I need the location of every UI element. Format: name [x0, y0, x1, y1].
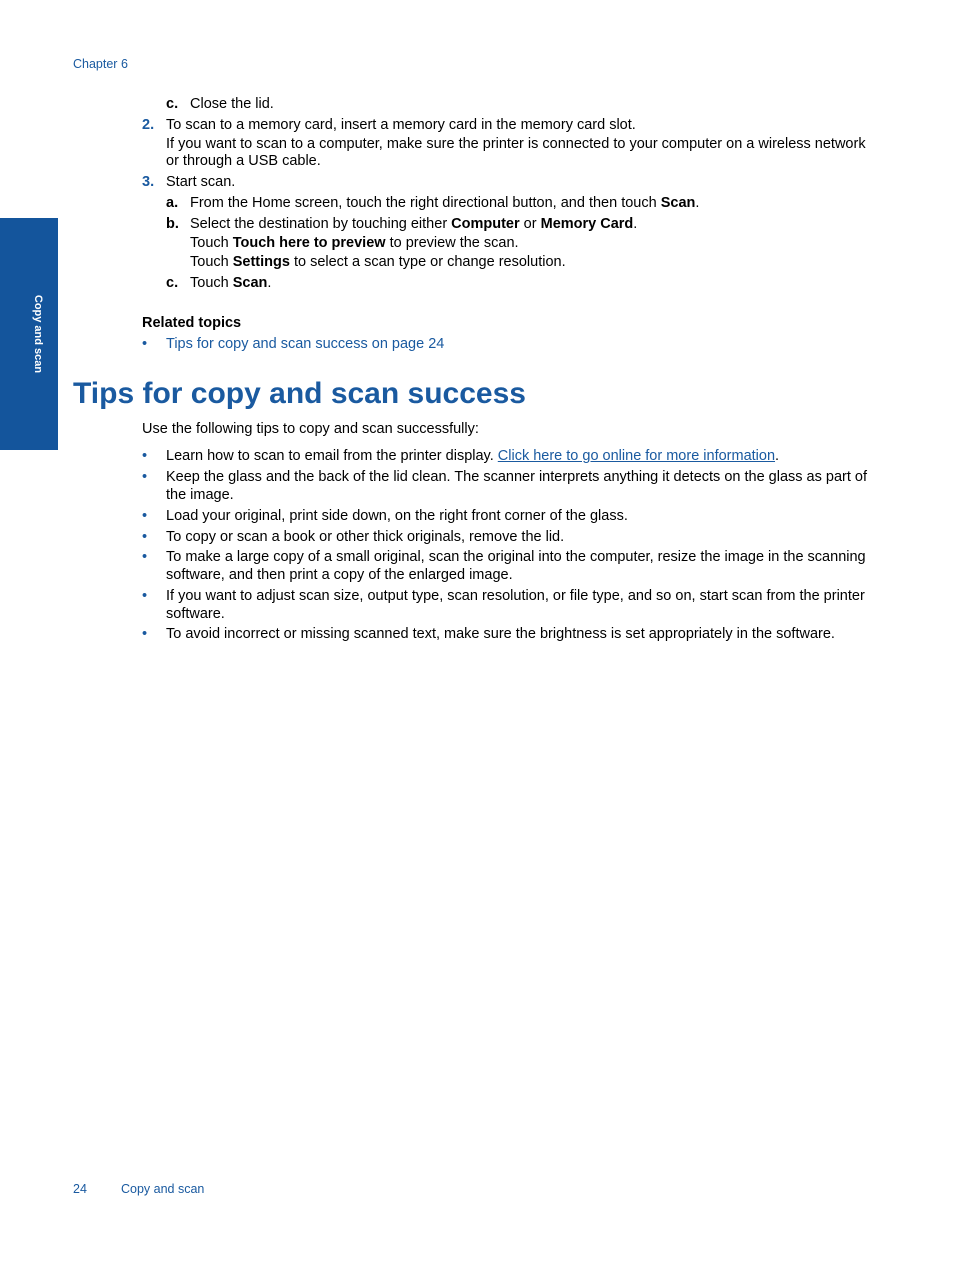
chapter-header: Chapter 6	[73, 57, 128, 71]
tip-item: To copy or scan a book or other thick originals, remove the lid.	[166, 529, 565, 545]
substep-marker: b.	[166, 216, 179, 232]
bullet: •	[142, 529, 148, 545]
substep-text: Select the destination by touching either Computer or Memory Card.	[190, 216, 638, 232]
step-number: 3.	[142, 174, 155, 190]
step-number: 2.	[142, 117, 155, 133]
substep-marker: c.	[166, 96, 179, 112]
bullet: •	[142, 549, 148, 565]
substep-text: Touch Touch here to preview to preview the scan.	[190, 235, 519, 251]
related-topic-link[interactable]: Tips for copy and scan success on page 24	[166, 336, 445, 352]
section-title: Tips for copy and scan success	[73, 377, 526, 410]
page-number: 24	[73, 1182, 87, 1196]
tip-item: the image.	[166, 487, 234, 503]
bullet: •	[142, 469, 148, 485]
bullet: •	[142, 588, 148, 604]
tip-item: Learn how to scan to email from the printer display. Click here to go online for more information.	[166, 448, 780, 464]
step-text: Start scan.	[166, 174, 236, 190]
bullet: •	[142, 448, 148, 464]
step-text: or through a USB cable.	[166, 153, 321, 169]
tip-item: To make a large copy of a small original, scan the original into the computer, resize the image in the scanning	[166, 549, 866, 565]
tip-item: software, and then print a copy of the enlarged image.	[166, 567, 513, 583]
tip-item: Load your original, print side down, on the right front corner of the glass.	[166, 508, 628, 524]
substep-text: Touch Scan.	[190, 275, 272, 291]
online-info-link[interactable]: Click here to go online for more information	[497, 448, 776, 464]
substep-text: From the Home screen, touch the right directional button, and then touch Scan.	[190, 195, 700, 211]
side-tab-label: Copy and scan	[32, 294, 44, 374]
tip-item: To avoid incorrect or missing scanned text, make sure the brightness is set appropriately in the software.	[166, 626, 835, 642]
step-text: To scan to a memory card, insert a memory card in the memory card slot.	[166, 117, 636, 133]
tip-item: If you want to adjust scan size, output type, scan resolution, or file type, and so on, start scan from the printer	[166, 588, 865, 604]
step-text: If you want to scan to a computer, make sure the printer is connected to your computer on a wireless network	[166, 136, 866, 152]
substep-text: Touch Settings to select a scan type or change resolution.	[190, 254, 566, 270]
substep-text: Close the lid.	[190, 96, 274, 112]
substep-marker: c.	[166, 275, 179, 291]
footer-section: Copy and scan	[121, 1182, 205, 1196]
related-topics-heading: Related topics	[142, 315, 242, 331]
substep-marker: a.	[166, 195, 179, 211]
bullet: •	[142, 508, 148, 524]
section-intro: Use the following tips to copy and scan successfully:	[142, 421, 479, 437]
bullet: •	[142, 336, 148, 352]
bullet: •	[142, 626, 148, 642]
tip-item: software.	[166, 606, 225, 622]
tip-item: Keep the glass and the back of the lid clean. The scanner interprets anything it detects on the glass as part of	[166, 469, 867, 485]
side-tab	[0, 218, 58, 450]
